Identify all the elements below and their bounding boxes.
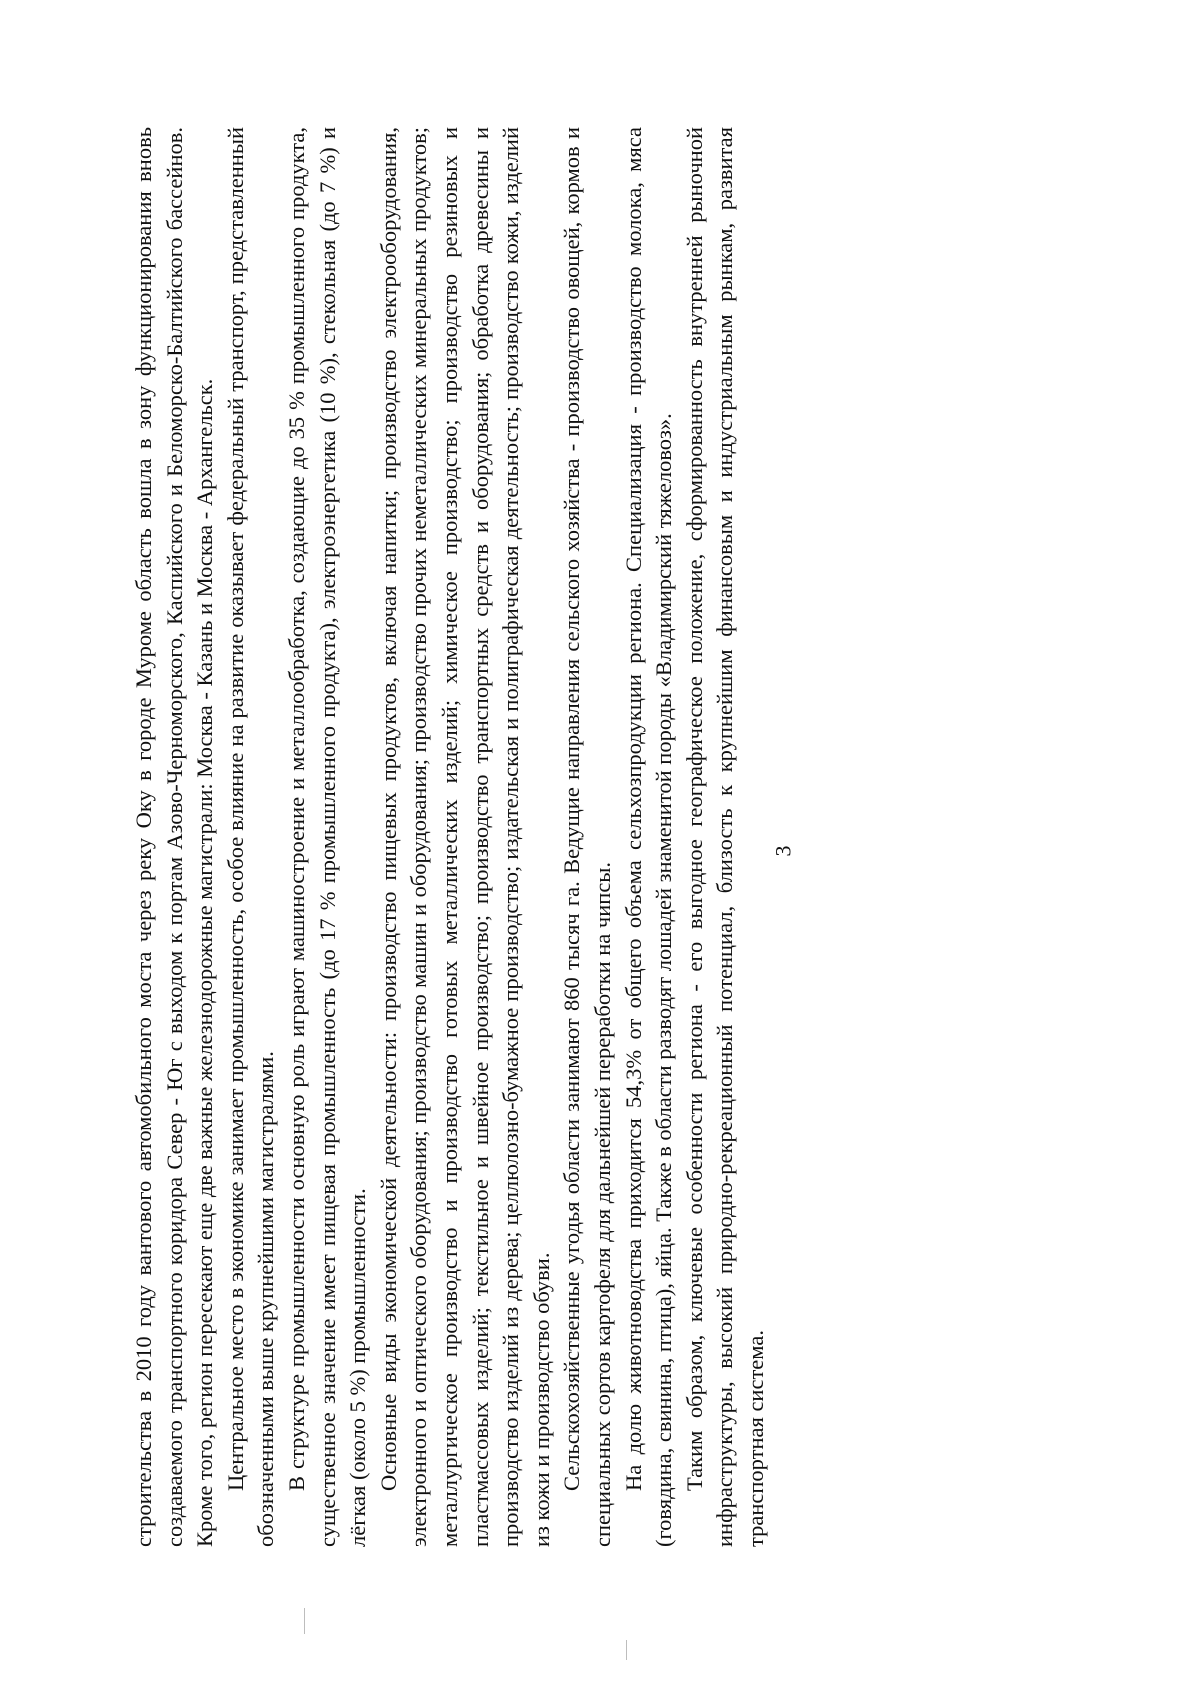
paragraph: Центральное место в экономике занимает промышленность, особое влияние на развитие оказывает федеральный транспорт, представленный обозначенными выше крупнейшими магистралями. <box>222 126 279 1547</box>
paragraph: На долю животноводства приходится 54,3% от общего объема сельхозпродукции региона. Специализация - производство молока, мяса (говядина, свинина, птица), яйца. Также в области разводят лошадей знаменитой породы «Владимирский тяжеловоз». <box>620 126 677 1547</box>
page-number: 3 <box>770 845 796 857</box>
paragraph: Сельскохозяйственные угодья области занимают 860 тысяч га. Ведущие направления сельского хозяйства - производство овощей, кормов и специальных сортов картофеля для дальнейшей переработки на чипсы. <box>559 126 615 1547</box>
paragraph: Основные виды экономической деятельности: производство пищевых продуктов, включая напитки; производство электрооборудования, электронного и оптического оборудования; производство машин и оборудования; производство прочих неметаллических минеральных продуктов; металлургическое производство и производство готовых металлических изделий; химическое производство; производство резиновых и пластмассовых изделий; текстильное и швейное производство; производство транспортных средств и оборудования; обработка древесины и производство изделий из дерева; целлюлозно-бумажное производство; издательская и полиграфическая деятельность; производство кожи, изделий из кожи и производство обуви. <box>375 126 554 1547</box>
paragraph: строительства в 2010 году вантового автомобильного моста через реку Оку в городе Муроме область вошла в зону функционирования вновь создаваемого транспортного коридора Север - Юг с выходом к портам Азово-Черноморского, Каспийского и Беломорско-Балтийского бассейнов. Кроме того, регион пересекают еще две важные железнодорожные магистрали: Москва - Казань и Москва - Архангельск. <box>131 126 218 1547</box>
paragraph: Таким образом, ключевые особенности региона - его выгодное географическое положение, сформированность внутренней рыночной инфраструктуры, высокий природно-рекреационный потенциал, близость к крупнейшим финансовым и индустриальным рынкам, развитая транспортная система. <box>681 126 768 1547</box>
body-text <box>129 127 879 1547</box>
scan-edge-mark <box>626 1640 627 1660</box>
paragraph: В структуре промышленности основную роль играют машиностроение и металлообработка, создающие до 35 % промышленного продукта, существенное значение имеет пищевая промышленность (до 17 % промышленного продукта), электроэнергетика (10 %), стекольная (до 7 %) и лёгкая (около 5 %) промышленности. <box>283 126 371 1547</box>
scan-edge-mark <box>304 1608 305 1634</box>
